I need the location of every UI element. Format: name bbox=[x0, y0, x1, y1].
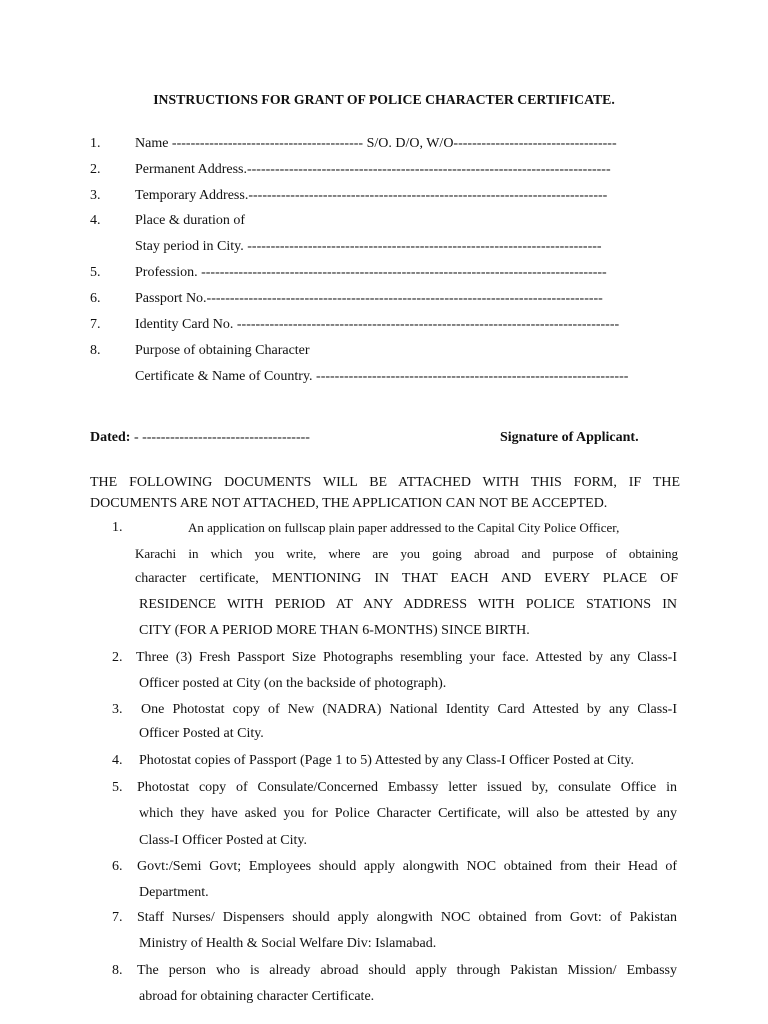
dated-label: Dated: bbox=[90, 430, 131, 445]
doc-3-line-2: Officer Posted at City. bbox=[139, 726, 264, 741]
doc-number-2: 2. bbox=[112, 650, 123, 665]
doc-5-line-2: which they have asked you for Police Character Certificate, will also be attested by any bbox=[139, 806, 677, 821]
doc-number-5: 5. bbox=[112, 780, 123, 795]
doc-number-8: 8. bbox=[112, 963, 123, 978]
documents-notice: THE FOLLOWING DOCUMENTS WILL BE ATTACHED WITH THIS FORM, IF THE DOCUMENTS ARE NOT ATTACHED, THE APPLICATION CAN NOT BE ACCEPTED. bbox=[90, 475, 680, 511]
dated-line: - ------------------------------------ bbox=[130, 430, 310, 445]
field-temporary-address-line: Temporary Address.----------------------------------------------------------------------------- bbox=[135, 188, 608, 203]
field-number-4: 4. bbox=[90, 213, 101, 228]
doc-1-line-1: An application on fullscap plain paper addressed to the Capital City Police Officer, bbox=[188, 520, 620, 535]
dated-row bbox=[90, 430, 310, 446]
doc-number-1: 1. bbox=[112, 520, 123, 535]
field-name-line: Name ----------------------------------------- S/O. D/O, W/O----------------------------------- bbox=[135, 136, 617, 151]
doc-5-line-1: Photostat copy of Consulate/Concerned Embassy letter issued by, consulate Office in bbox=[137, 780, 677, 795]
doc-7-line-1: Staff Nurses/ Dispensers should apply alongwith NOC obtained from Govt: of Pakistan bbox=[137, 910, 677, 925]
doc-number-6: 6. bbox=[112, 859, 123, 874]
field-number-1: 1. bbox=[90, 136, 101, 151]
doc-6-line-1: Govt:/Semi Govt; Employees should apply alongwith NOC obtained from their Head of bbox=[137, 859, 677, 874]
doc-3-line-1: One Photostat copy of New (NADRA) National Identity Card Attested by any Class-I bbox=[141, 702, 677, 717]
doc-1-line-5: CITY (FOR A PERIOD MORE THAN 6-MONTHS) SINCE BIRTH. bbox=[139, 623, 530, 638]
page-title: INSTRUCTIONS FOR GRANT OF POLICE CHARACTER CERTIFICATE. bbox=[153, 92, 615, 107]
field-profession-line: Profession. --------------------------------------------------------------------------------------- bbox=[135, 265, 607, 280]
field-passport-line: Passport No.------------------------------------------------------------------------------------- bbox=[135, 291, 603, 306]
doc-6-line-2: Department. bbox=[139, 885, 209, 900]
field-number-8: 8. bbox=[90, 343, 101, 358]
doc-1-line-2: Karachi in which you write, where are you going abroad and purpose of obtaining bbox=[135, 546, 678, 561]
doc-2-line-2: Officer posted at City (on the backside of photograph). bbox=[139, 676, 447, 691]
field-number-5: 5. bbox=[90, 265, 101, 280]
field-number-7: 7. bbox=[90, 317, 101, 332]
doc-7-line-2: Ministry of Health & Social Welfare Div: Islamabad. bbox=[139, 936, 437, 951]
doc-8-line-2: abroad for obtaining character Certificate. bbox=[139, 989, 375, 1004]
doc-number-4: 4. bbox=[112, 753, 123, 768]
doc-number-7: 7. bbox=[112, 910, 123, 925]
field-number-3: 3. bbox=[90, 188, 101, 203]
field-permanent-address-line: Permanent Address.------------------------------------------------------------------------------ bbox=[135, 162, 611, 177]
field-certificate-country-line: Certificate & Name of Country. ------------------------------------------------------------------- bbox=[135, 369, 629, 384]
doc-1-line-4: RESIDENCE WITH PERIOD AT ANY ADDRESS WITH POLICE STATIONS IN bbox=[139, 597, 677, 612]
doc-5-line-3: Class-I Officer Posted at City. bbox=[139, 833, 307, 848]
field-number-2: 2. bbox=[90, 162, 101, 177]
doc-2-line-1: Three (3) Fresh Passport Size Photographs resembling your face. Attested by any Class-I bbox=[136, 650, 677, 665]
doc-8-line-1: The person who is already abroad should apply through Pakistan Mission/ Embassy bbox=[137, 963, 677, 978]
doc-4-line-1: Photostat copies of Passport (Page 1 to 5) Attested by any Class-I Officer Posted at City. bbox=[139, 753, 634, 768]
signature-label: Signature of Applicant. bbox=[500, 430, 639, 445]
field-place-duration-label: Place & duration of bbox=[135, 213, 246, 228]
field-purpose-label: Purpose of obtaining Character bbox=[135, 343, 310, 358]
field-stay-period-line: Stay period in City. ---------------------------------------------------------------------------- bbox=[135, 239, 602, 254]
doc-1-line-3: character certificate, MENTIONING IN THAT EACH AND EVERY PLACE OF bbox=[135, 571, 678, 586]
doc-number-3: 3. bbox=[112, 702, 123, 717]
field-identity-card-line: Identity Card No. ---------------------------------------------------------------------------------- bbox=[135, 317, 620, 332]
field-number-6: 6. bbox=[90, 291, 101, 306]
